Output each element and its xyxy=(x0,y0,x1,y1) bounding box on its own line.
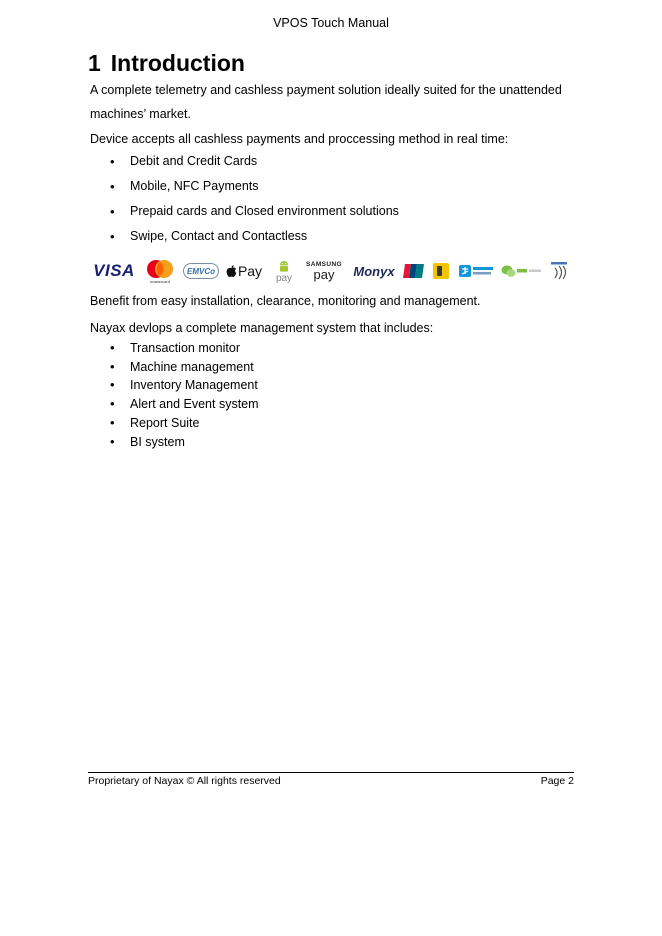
unionpay-icon xyxy=(403,264,424,278)
list-item: • Transaction monitor xyxy=(90,339,574,358)
list-item: • BI system xyxy=(90,433,574,452)
alipay-logo xyxy=(458,256,494,286)
page-number: Page 2 xyxy=(540,775,574,787)
felica-contactless-icon xyxy=(549,261,569,281)
apple-pay-logo: Pay xyxy=(224,256,264,286)
felica-logo xyxy=(548,256,570,286)
list-item: • Mobile, NFC Payments xyxy=(90,174,574,199)
benefit-paragraph: Benefit from easy installation, clearance, monitoring and management. xyxy=(90,294,481,308)
unionpay-logo xyxy=(402,256,424,286)
android-icon xyxy=(277,259,291,273)
android-pay-logo: pay xyxy=(270,256,298,286)
samsung-pay-logo: SAMSUNG pay xyxy=(305,261,343,282)
section-number: 1 xyxy=(88,50,101,76)
list-item: • Debit and Credit Cards xyxy=(90,149,574,174)
visa-logo: VISA xyxy=(93,261,135,280)
list-item: • Report Suite xyxy=(90,414,574,433)
accepts-paragraph: Device accepts all cashless payments and proccessing method in real time: xyxy=(90,132,509,146)
apple-icon xyxy=(226,265,237,278)
emvco-logo: EMVCo xyxy=(183,256,219,286)
page-footer xyxy=(88,772,574,787)
list-item: • Alert and Event system xyxy=(90,395,574,414)
wechat-pay-logo xyxy=(500,256,542,286)
mastercard-circles-icon xyxy=(145,259,175,279)
card-icon xyxy=(433,263,449,279)
section-heading xyxy=(88,48,572,78)
management-section xyxy=(90,339,574,451)
payment-methods-list xyxy=(90,149,574,249)
list-item: • Inventory Management xyxy=(90,376,574,395)
list-item: • Prepaid cards and Closed environment solutions xyxy=(90,199,574,224)
running-header: VPOS Touch Manual xyxy=(273,16,389,30)
main-content xyxy=(90,48,574,249)
alipay-icon xyxy=(459,264,493,278)
mastercard-logo: mastercard xyxy=(144,256,176,286)
wechat-icon xyxy=(501,264,541,278)
management-features-list xyxy=(90,339,574,451)
footer-copyright: Proprietary of Nayax © All rights reserved xyxy=(88,775,281,787)
section-title: Introduction xyxy=(110,50,245,76)
list-item: • Swipe, Contact and Contactless xyxy=(90,224,574,249)
list-item: • Machine management xyxy=(90,358,574,377)
payment-logos-strip xyxy=(90,256,574,286)
monyx-logo: Monyx xyxy=(353,263,395,279)
management-intro-paragraph: Nayax devlops a complete management system that includes: xyxy=(90,321,434,335)
prepaid-card-logo xyxy=(432,256,450,286)
intro-paragraph: A complete telemetry and cashless payment solution ideally suited for the unattended machines’ market. xyxy=(90,83,562,121)
